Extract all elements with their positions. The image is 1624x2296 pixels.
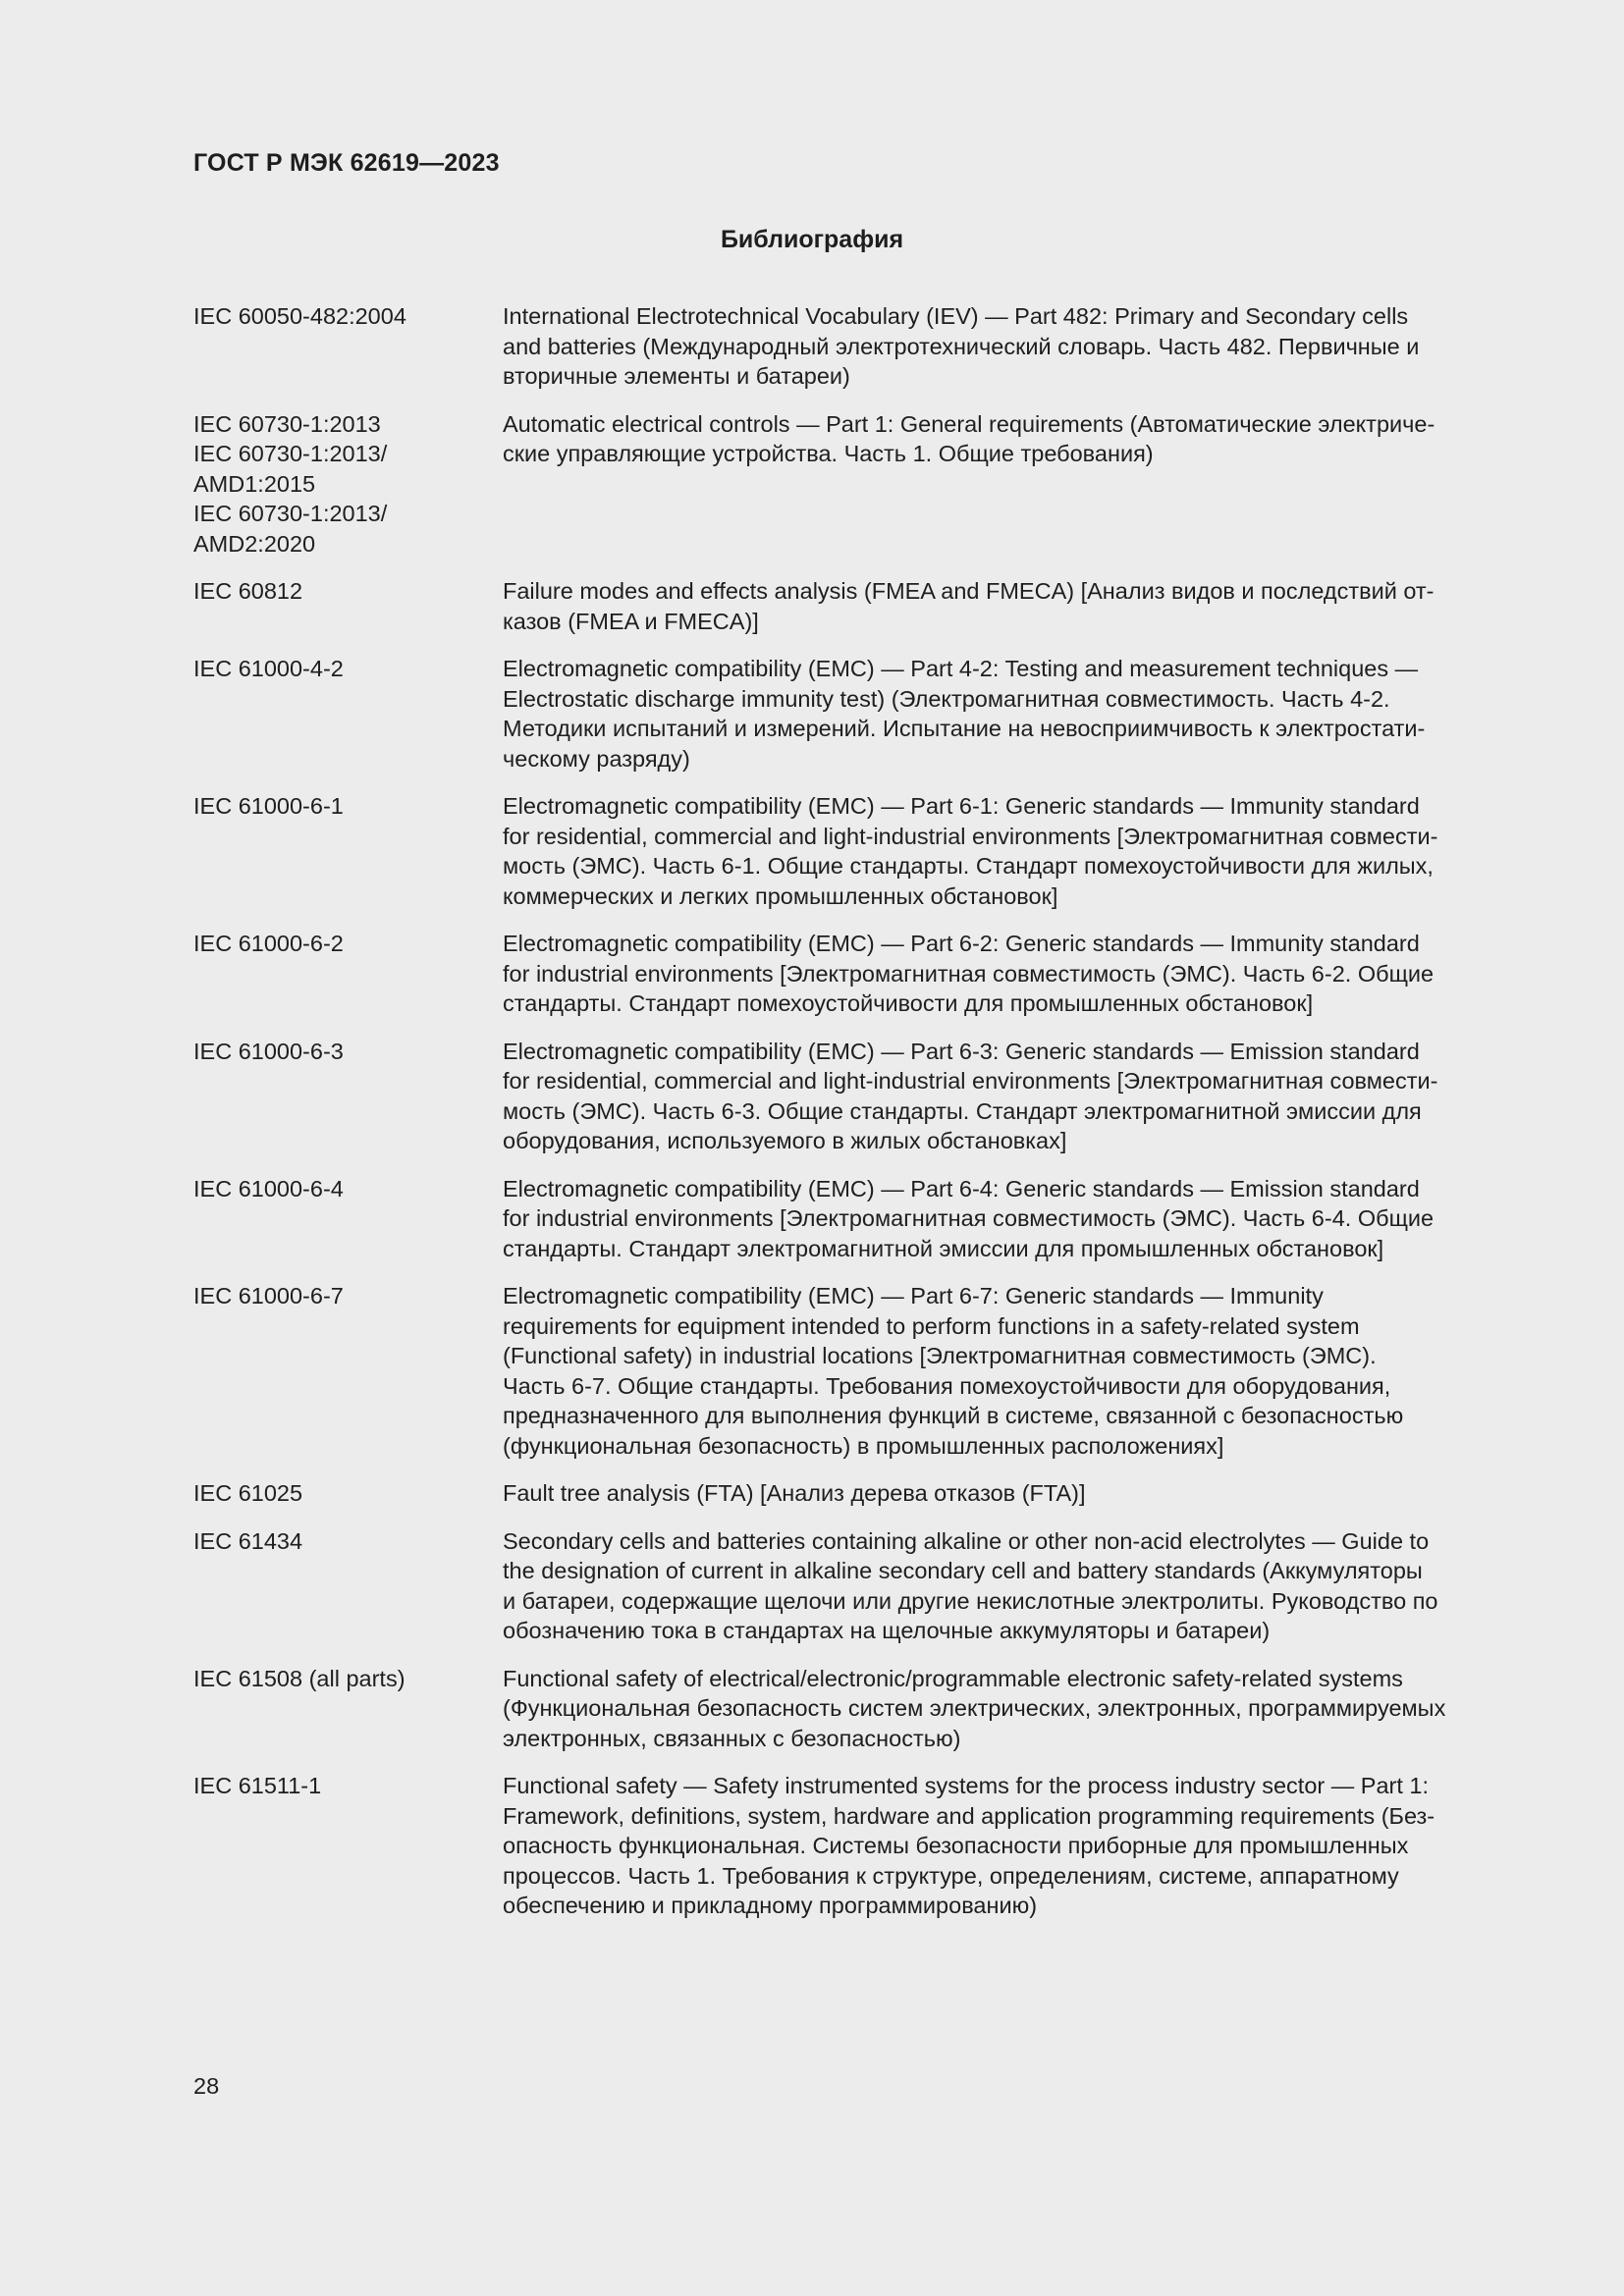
standard-reference: IEC 61508 (all parts): [193, 1665, 406, 1691]
standard-reference: IEC 61000-6-7: [193, 1283, 344, 1308]
standard-reference: IEC 60050-482:2004: [193, 303, 406, 329]
bibliography-entry: [193, 1771, 1509, 1921]
standard-title: Electromagnetic compatibility (EMC) — Part 6-2: Generic standards — Immunity standard for industrial environments [Электромагнитная совместимость (ЭМС). Часть 6-2. Общие стандарты. Стандарт помехоустойчивости для промышленных обстановок]: [503, 931, 1435, 1016]
standard-title: Automatic electrical controls — Part 1: General requirements (Автоматические электриче- ские управляющие устройства. Часть 1. Общие требования): [503, 410, 1435, 466]
bibliography-entry: [193, 1174, 1509, 1264]
page-number: 28: [193, 2073, 220, 2099]
standard-reference: IEC 60812: [193, 578, 303, 604]
standard-title: Electromagnetic compatibility (EMC) — Part 6-1: Generic standards — Immunity standard for residential, commercial and light-industrial environments [Электромагнитная совмести- мость (ЭМС). Часть 6-1. Общие стандарты. Стандарт помехоустойчивости для жилых, коммерческих и легких промышленных обстановок]: [503, 793, 1438, 909]
standard-reference: IEC 61000-6-4: [193, 1175, 344, 1201]
bibliography-entry: [193, 409, 1509, 560]
section-title: Библиография: [720, 226, 904, 253]
standard-reference: IEC 61025: [193, 1480, 303, 1506]
bibliography-entry: [193, 929, 1509, 1019]
standard-reference: IEC 61000-6-1: [193, 793, 344, 819]
standard-reference: IEC 60730-1:2013 IEC 60730-1:2013/ AMD1:2015 IEC 60730-1:2013/ AMD2:2020: [193, 410, 388, 557]
document-code-header: ГОСТ Р МЭК 62619—2023: [193, 149, 500, 177]
standard-title: International Electrotechnical Vocabulary (IEV) — Part 482: Primary and Secondary cells and batteries (Международный электротехнический словарь. Часть 482. Первичные и вторичные элементы и батареи): [503, 303, 1420, 389]
standard-title: Secondary cells and batteries containing alkaline or other non-acid electrolytes — Guide to the designation of current in alkaline secondary cell and battery standards (Аккумуляторы и батареи, содержащие щелочи или другие некислотные электролиты. Руководство по обозначению тока в стандартах на щелочные аккумуляторы и батареи): [503, 1527, 1438, 1643]
bibliography-entry: [193, 1037, 1509, 1156]
standard-reference: IEC 61000-4-2: [193, 656, 344, 681]
bibliography-entry: [193, 1664, 1509, 1754]
bibliography-entry: [193, 1526, 1509, 1646]
bibliography-entry: [193, 1478, 1509, 1509]
bibliography-entry: [193, 576, 1509, 636]
bibliography-entry: [193, 791, 1509, 911]
standard-title: Electromagnetic compatibility (EMC) — Part 6-7: Generic standards — Immunity requirements for equipment intended to perform functions in a safety-related system (Functional safety) in industrial locations [Электромагнитная совместимость (ЭМС). Часть 6-7. Общие стандарты. Требования помехоустойчивости для оборудования, предназначенного для выполнения функций в системе, связанной с безопасностью (функциональная безопасность) в промышленных расположениях]: [503, 1283, 1404, 1459]
standard-title: Functional safety of electrical/electronic/programmable electronic safety-related systems (Функциональная безопасность систем электрических, электронных, программируемых электронных, связанных с безопасностью): [503, 1665, 1446, 1751]
standard-reference: IEC 61511-1: [193, 1773, 322, 1798]
bibliography-list: [193, 301, 1509, 1939]
standard-title: Electromagnetic compatibility (EMC) — Part 4-2: Testing and measurement techniques — Electrostatic discharge immunity test) (Электромагнитная совместимость. Часть 4-2. Методики испытаний и измерений. Испытание на невосприимчивость к электростати- ческому разряду): [503, 656, 1426, 772]
standard-reference: IEC 61434: [193, 1527, 303, 1554]
standard-title: Electromagnetic compatibility (EMC) — Part 6-4: Generic standards — Emission standard for industrial environments [Электромагнитная совместимость (ЭМС). Часть 6-4. Общие стандарты. Стандарт электромагнитной эмиссии для промышленных обстановок]: [503, 1175, 1435, 1261]
standard-title: Failure modes and effects analysis (FMEA and FMECA) [Анализ видов и последствий от- казов (FMEA и FMECA)]: [503, 578, 1435, 634]
bibliography-entry: [193, 301, 1509, 392]
standard-title: Functional safety — Safety instrumented systems for the process industry sector — Part 1: Framework, definitions, system, hardware and application programming requirements (Без- опасность функциональная. Системы безопасности приборные для промышленных процессов. Часть 1. Требования к структуре, определениям, системе, аппаратному обеспечению и прикладному программированию): [503, 1773, 1435, 1918]
bibliography-entry: [193, 654, 1509, 774]
standard-title: Electromagnetic compatibility (EMC) — Part 6-3: Generic standards — Emission standard for residential, commercial and light-industrial environments [Электромагнитная совмести- мость (ЭМС). Часть 6-3. Общие стандарты. Стандарт электромагнитной эмиссии для оборудования, используемого в жилых обстановках]: [503, 1038, 1438, 1153]
standard-reference: IEC 61000-6-2: [193, 931, 344, 956]
bibliography-entry: [193, 1281, 1509, 1461]
standard-title: Fault tree analysis (FTA) [Анализ дерева отказов (FTA)]: [503, 1480, 1086, 1506]
standard-reference: IEC 61000-6-3: [193, 1038, 344, 1064]
